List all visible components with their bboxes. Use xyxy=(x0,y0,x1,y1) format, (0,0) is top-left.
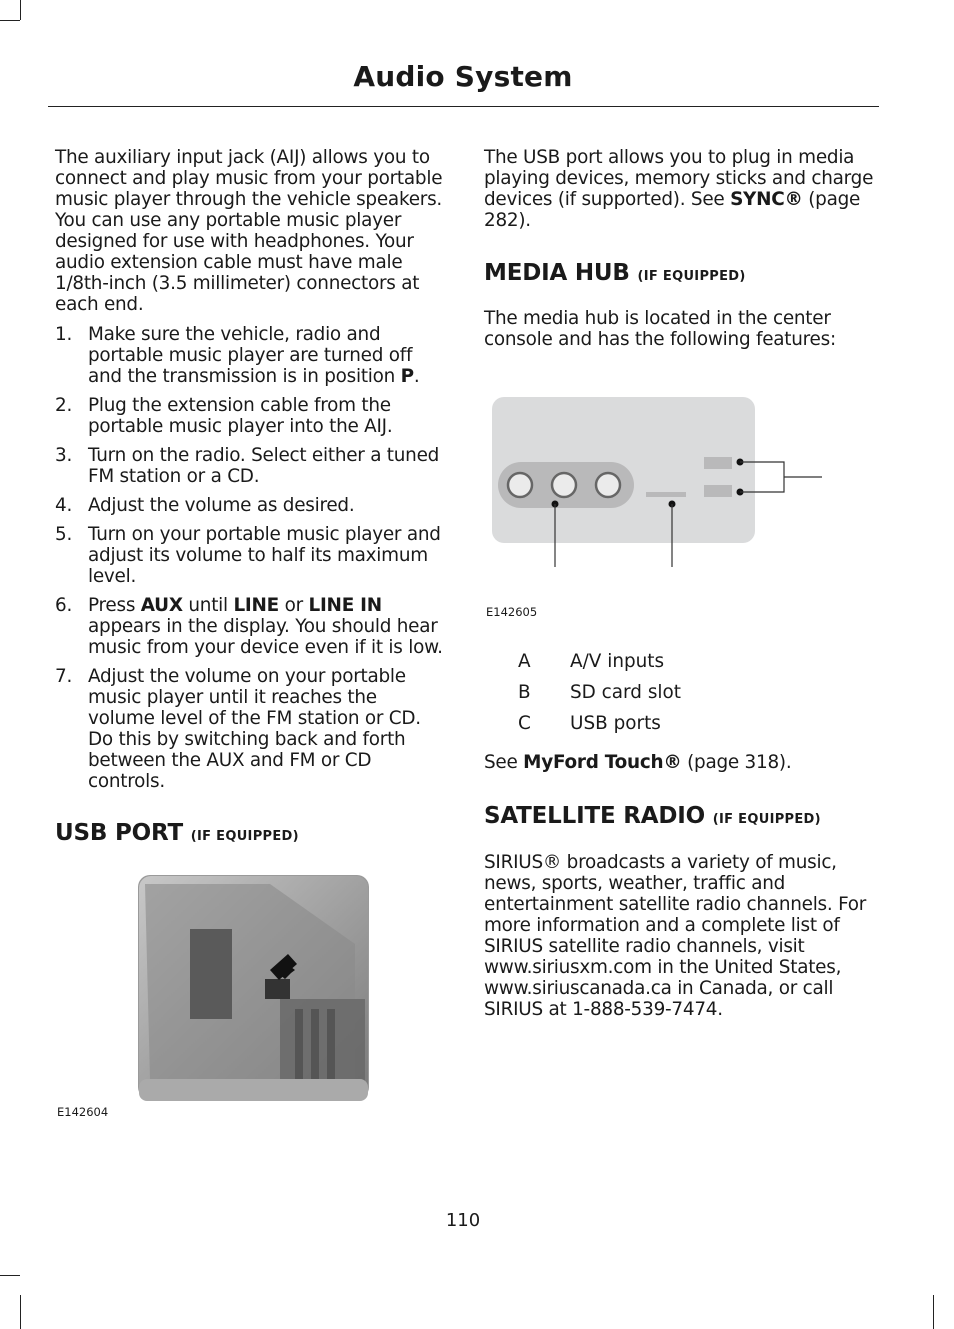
step-item xyxy=(55,595,445,658)
satellite-radio-heading xyxy=(484,803,876,829)
step-bold-text: P xyxy=(400,366,414,387)
aij-intro-paragraph: The auxiliary input jack (AIJ) allows you to connect and play music from your portable music player through the vehicle speakers. You can use any portable music player designed for use with headphones. Your audio extension cable must have male 1/8th-inch (3.5 millimeter) connectors at each end. xyxy=(55,147,443,315)
step-text: . xyxy=(413,366,420,387)
legend-label: USB ports xyxy=(570,713,661,734)
legend-label: A/V inputs xyxy=(570,651,665,672)
heading-qualifier: (IF EQUIPPED) xyxy=(637,269,746,284)
figure-code: E142605 xyxy=(486,605,538,619)
step-number: 1. xyxy=(55,324,73,345)
paragraph-text: (page 282). xyxy=(484,189,861,231)
step-number: 7. xyxy=(55,666,73,687)
center-console-usb-illustration xyxy=(55,869,445,1105)
step-text: Turn on your portable music player and adjust its volume to half its maximum level. xyxy=(88,524,441,587)
crop-mark-bottom-left-h xyxy=(0,1275,20,1276)
heading-qualifier: (IF EQUIPPED) xyxy=(712,812,821,827)
step-item xyxy=(55,666,445,792)
step-item xyxy=(55,445,445,487)
legend-row xyxy=(484,713,876,744)
satellite-radio-paragraph: SIRIUS® broadcasts a variety of music, news, sports, weather, traffic and entertainment satellite radio channels. For more information and a complete list of SIRIUS satellite radio channels, visit www.siriusxm.com in the United States, www.siriuscanada.ca in Canada, or call SIRIUS at 1-888-539-7474. xyxy=(484,852,867,1020)
step-item xyxy=(55,324,445,387)
usb-paragraph xyxy=(484,147,876,231)
step-text: or xyxy=(278,595,309,616)
usb-port-figure xyxy=(55,869,445,1117)
figure-code: E142604 xyxy=(57,1105,109,1119)
crop-mark-bottom-left-v xyxy=(20,1295,21,1329)
page-number: 110 xyxy=(445,1210,481,1231)
step-number: 6. xyxy=(55,595,73,616)
step-number: 3. xyxy=(55,445,73,466)
step-number: 2. xyxy=(55,395,73,416)
step-text: Plug the extension cable from the portable music player into the AIJ. xyxy=(88,395,393,437)
media-hub-figure xyxy=(484,387,876,627)
crop-mark-top-left-v xyxy=(20,0,21,20)
crop-mark-top-left-h xyxy=(0,20,20,21)
aij-steps-list xyxy=(55,324,445,792)
step-number: 4. xyxy=(55,495,73,516)
legend-label: SD card slot xyxy=(570,682,681,703)
media-hub-diagram xyxy=(484,387,876,612)
usb-port-heading xyxy=(55,820,445,846)
step-text: Adjust the volume as desired. xyxy=(88,495,355,516)
step-text: Turn on the radio. Select either a tuned FM station or a CD. xyxy=(88,445,440,487)
media-hub-legend xyxy=(484,651,876,744)
heading-text: SATELLITE RADIO xyxy=(484,803,705,829)
media-hub-paragraph: The media hub is located in the center console and has the following features: xyxy=(484,308,836,350)
step-text: Press xyxy=(88,595,141,616)
media-hub-heading xyxy=(484,260,876,286)
left-column xyxy=(55,147,445,1117)
title-divider xyxy=(48,106,879,107)
step-bold-text: AUX xyxy=(140,595,183,616)
legend-row xyxy=(484,651,876,682)
step-text: appears in the display. You should hear music from your device even if it is low. xyxy=(88,616,443,658)
step-text: Make sure the vehicle, radio and portable music player are turned off and the transmission is in position xyxy=(88,324,413,387)
paragraph-text: (page 318). xyxy=(681,752,792,773)
legend-row xyxy=(484,682,876,713)
step-bold-text: LINE IN xyxy=(308,595,382,616)
cross-reference-myford-touch: MyFord Touch® xyxy=(523,752,682,773)
cross-reference-sync: SYNC® xyxy=(730,189,803,210)
step-number: 5. xyxy=(55,524,73,545)
paragraph-text: The USB port allows you to plug in media playing devices, memory sticks and charge devices (if supported). See xyxy=(484,147,874,210)
step-text: Adjust the volume on your portable music player until it reaches the volume level of the FM station or CD. Do this by switching back and forth between the AUX and FM or CD controls. xyxy=(88,666,421,792)
step-item xyxy=(55,395,445,437)
step-bold-text: LINE xyxy=(233,595,279,616)
heading-qualifier: (IF EQUIPPED) xyxy=(190,829,299,844)
myford-reference-paragraph xyxy=(484,752,876,773)
legend-letter: A xyxy=(518,651,531,672)
paragraph-text: See xyxy=(484,752,524,773)
heading-text: MEDIA HUB xyxy=(484,260,630,286)
page-title: Audio System xyxy=(353,60,573,93)
legend-letter: B xyxy=(518,682,531,703)
step-text: until xyxy=(182,595,234,616)
right-column xyxy=(484,147,876,1020)
legend-letter: C xyxy=(518,713,531,734)
step-item xyxy=(55,524,445,587)
step-item xyxy=(55,495,445,516)
heading-text: USB PORT xyxy=(55,820,183,846)
crop-mark-bottom-right-v xyxy=(933,1295,934,1329)
